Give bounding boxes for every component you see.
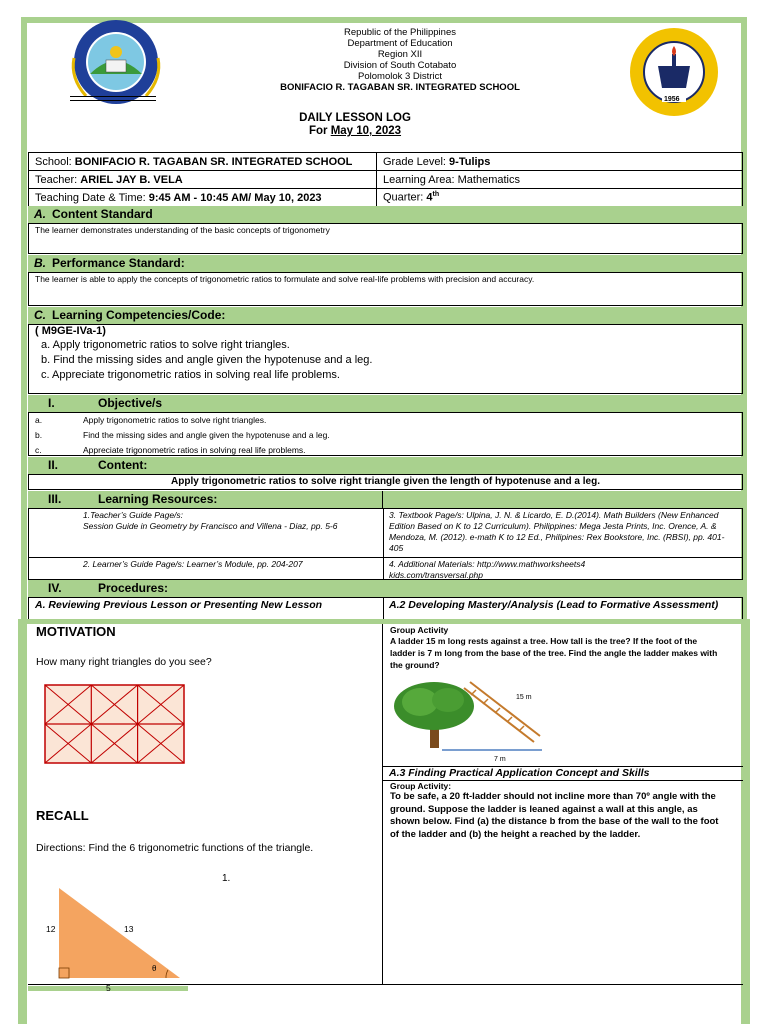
header-school: BONIFACIO R. TAGABAN SR. INTEGRATED SCHOOL: [280, 82, 520, 93]
header-republic: Republic of the Philippines: [344, 27, 456, 38]
page-subtitle: [200, 125, 510, 137]
procedures-subheader: [28, 597, 743, 621]
lesson-date: May 10, 2023: [330, 125, 402, 137]
competency-item: c. Appreciate trigonometric ratios in solving real life problems.: [41, 369, 340, 381]
resources-row-divider: [29, 557, 742, 558]
competency-item: b. Find the missing sides and angle given the hypotenuse and a leg.: [41, 354, 373, 366]
procedure-bottom-line: [28, 984, 743, 985]
resources-divider: [382, 491, 383, 508]
datetime-cell: Teaching Date & Time: 9:45 AM - 10:45 AM/ May 10, 2023: [29, 189, 377, 207]
motivation-title: MOTIVATION: [36, 624, 116, 639]
group-activity-text: A ladder 15 m long rests against a tree. How tall is the tree? If the foot of the ladder is 7 m long from the base of the tree. Find the angle the ladder makes with the ground?: [390, 636, 718, 670]
area-cell: Learning Area: Mathematics: [377, 171, 743, 189]
triangles-grid-figure: [44, 684, 185, 764]
right-triangle-figure: [56, 886, 186, 980]
triangle-side-bottom: 5: [106, 983, 111, 993]
quarter-cell: Quarter: 4th: [377, 189, 743, 207]
content-standard-header: A. Content Standard: [28, 206, 743, 223]
school-cell: School: BONIFACIO R. TAGABAN SR. INTEGRATED SCHOOL: [29, 153, 377, 171]
recall-number: 1.: [222, 873, 231, 884]
motivation-question: How many right triangles do you see?: [36, 656, 212, 668]
teacher-cell: Teacher: ARIEL JAY B. VELA: [29, 171, 377, 189]
teacher-guide: 1.Teacher’s Guide Page/s: Session Guide in Geometry by Francisco and Villena - Diaz, pp. 5-6: [83, 510, 338, 531]
objectives-header: I. Objective/s: [28, 395, 743, 412]
performance-standard-text: The learner is able to apply the concepts of trigonometric ratios to formulate and solve real-life problems with precision and accuracy.: [35, 274, 535, 284]
practical-title-row: [383, 766, 743, 781]
competencies-box: [28, 324, 743, 394]
competency-item: a. Apply trigonometric ratios to solve right triangles.: [41, 339, 290, 351]
objective-item: b. Find the missing sides and angle given the hypotenuse and a leg.: [35, 430, 330, 440]
additional-materials: 4. Additional Materials: http://www.mathworksheets4 kids.com/transversal.php: [389, 559, 586, 580]
ladder-length-label: 15 m: [516, 694, 532, 701]
practical-text: To be safe, a 20 ft-ladder should not incline more than 70º angle with the ground. Suppose the ladder is leaned against a wall at this angle, as shown below. Find (a) the distance b from the base of the wall to the foot of the ladder and (b) the height a reached by the ladder.: [390, 791, 719, 840]
objectives-box: [28, 412, 743, 456]
objective-item: a. Apply trigonometric ratios to solve right triangles.: [35, 415, 267, 425]
content-standard-box: [28, 223, 743, 254]
learner-guide: 2. Learner’s Guide Page/s: Learner’s Module, pp. 204-207: [83, 559, 303, 569]
header-division: Division of South Cotabato: [343, 60, 457, 71]
triangle-side-left: 12: [46, 924, 56, 934]
content-standard-text: The learner demonstrates understanding of the basic concepts of trigonometry: [35, 225, 330, 235]
procedure-col-divider: [382, 624, 383, 984]
practical-label: Group Activity:: [390, 781, 452, 791]
ground-length-label: 7 m: [494, 756, 506, 763]
header-region: Region XII: [377, 49, 423, 60]
resources-col-divider: [383, 509, 384, 579]
procedures-header: IV. Procedures:: [28, 580, 743, 597]
recall-title: RECALL: [36, 808, 89, 823]
competency-code: ( M9GE-IVa-1): [35, 325, 106, 337]
content-header: II. Content:: [28, 457, 743, 474]
triangle-side-hypotenuse: 13: [124, 924, 134, 934]
objective-item: c. Appreciate trigonometric ratios in solving real life problems.: [35, 445, 306, 455]
group-activity-label: Group Activity: [390, 625, 449, 635]
grade-cell: Grade Level: 9-Tulips: [377, 153, 743, 171]
resources-box: [28, 508, 743, 580]
triangle-angle-theta: θ: [152, 964, 157, 973]
textbook-pages: 3. Textbook Page/s: Ulpina, J. N. & Licardo, E. D.(2014). Math Builders (New Enhanced Edition Based on K to 12 Curriculum). Philippines: Mega Jesta Prints, Inc. Orence, A. & Mendoza, M. (2012). e-math K to 12 Ed., Philipines: Rex Bookstore, Inc. (RBSI), pp. 401- 405: [389, 510, 725, 553]
practical-title: A.3 Finding Practical Application Concept and Skills: [389, 767, 650, 779]
page-title: DAILY LESSON LOG: [299, 112, 411, 124]
recall-directions: Directions: Find the 6 trigonometric functions of the triangle.: [36, 842, 314, 854]
header-deped: Department of Education: [347, 38, 453, 49]
performance-standard-box: [28, 272, 743, 306]
left-logo-underline-2: [70, 100, 156, 101]
info-table: [28, 152, 743, 207]
tree-ladder-figure: [392, 678, 552, 768]
procedure-right-head: A.2 Developing Mastery/Analysis (Lead to Formative Assessment): [389, 599, 719, 611]
procedure-left-head: A. Reviewing Previous Lesson or Presenting New Lesson: [35, 599, 323, 611]
competencies-header: C. Learning Competencies/Code:: [28, 307, 743, 324]
performance-standard-header: B. Performance Standard:: [28, 255, 743, 272]
header-district: Polomolok 3 District: [358, 71, 442, 82]
resources-header: III. Learning Resources:: [28, 491, 743, 508]
school-logo-year: 1956: [664, 96, 680, 103]
left-logo-underline: [70, 96, 156, 97]
for-label: For: [308, 125, 331, 137]
content-text: Apply trigonometric ratios to solve right triangle given the length of hypotenuse and a leg.: [28, 474, 743, 490]
